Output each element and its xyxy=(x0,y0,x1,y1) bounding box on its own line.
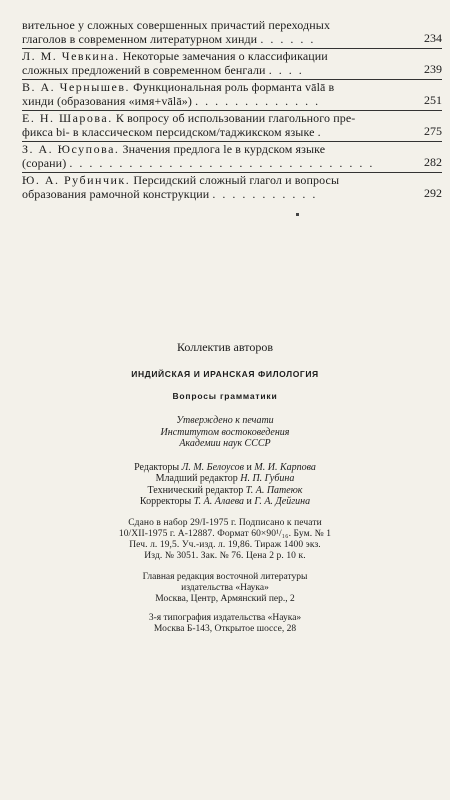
printer-info xyxy=(0,613,450,635)
printer-line: 3-я типография издательства «Наука» xyxy=(148,612,302,623)
toc-entry-line: Значения предлога le в курдском языке xyxy=(122,142,326,156)
credit-name: Т. А. Алаева xyxy=(193,496,245,507)
publisher-line: Главная редакция восточной литературы xyxy=(142,571,308,582)
publisher-line: Москва, Центр, Армянский пер., 2 xyxy=(155,593,295,604)
toc-dots: . . . . xyxy=(268,62,304,77)
publisher-line: издательства «Наука» xyxy=(181,582,269,593)
toc-entry-line: сложных предложений в современном бенгали xyxy=(22,62,266,77)
spec-line: Печ. л. 19,5. Уч.-изд. л. 19,86. Тираж 1400 экз. xyxy=(129,539,321,550)
printer-line: Москва Б-143, Открытое шоссе, 28 xyxy=(153,623,297,634)
toc-dots: . . . . . . . . . . . . . . . . . . . . . . . . . . . . . . . xyxy=(69,155,375,170)
credit-name: Т. А. Патеюк xyxy=(245,484,303,496)
toc-dots: . . . . . . . . . . . . . xyxy=(195,93,321,108)
credit-label: Технический редактор xyxy=(147,484,244,496)
toc-page-number: 292 xyxy=(424,185,442,200)
toc-entry-line: Персидский сложный глагол и вопросы xyxy=(133,173,340,187)
book-subtitle: Вопросы грамматики xyxy=(172,391,278,401)
credit-conjunction: и xyxy=(246,496,252,507)
toc-entry-line: вительное у сложных совершенных причастий переходных xyxy=(22,18,331,32)
print-speck xyxy=(296,213,299,216)
toc-entry xyxy=(22,142,442,173)
book-title: ИНДИЙСКАЯ И ИРАНСКАЯ ФИЛОЛОГИЯ xyxy=(131,369,319,379)
toc-author: В. А. Чернышев. xyxy=(22,80,131,94)
toc-author: Е. Н. Шарова. xyxy=(22,111,113,125)
toc-dots: . . . . . . xyxy=(260,31,316,46)
colophon xyxy=(0,340,450,635)
toc-author: Л. М. Чевкина. xyxy=(22,49,120,63)
toc-entry-line: Некоторые замечания о классификации xyxy=(122,49,328,63)
toc-author: З. А. Юсупова. xyxy=(22,142,120,156)
spec-line: 10/XII-1975 г. А-12887. Формат 60×90¹/₁₆. Бум. № 1 xyxy=(118,528,332,539)
toc-author: Ю. А. Рубинчик. xyxy=(22,173,131,187)
credit-label: Редакторы xyxy=(134,461,180,473)
toc-page-number: 234 xyxy=(424,30,442,45)
credit-name: М. И. Карпова xyxy=(254,461,316,473)
credit-label: Корректоры xyxy=(139,496,192,507)
publisher-info xyxy=(0,572,450,605)
toc-dots: . . . . . . . . . . . xyxy=(212,186,318,201)
toc-page-number: 275 xyxy=(424,123,442,138)
approval-line: Утверждено к печати xyxy=(176,415,274,426)
credit-conjunction: и xyxy=(246,461,252,473)
collective-authors: Коллектив авторов xyxy=(177,340,273,354)
toc-page-number: 251 xyxy=(424,92,442,107)
toc-entry-line: образования рамочной конструкции xyxy=(22,186,210,201)
toc-entry-line: К вопросу об использовании глагольного пре- xyxy=(115,111,356,125)
toc-entry xyxy=(22,111,442,142)
approval-note xyxy=(0,415,450,450)
toc-dots: . xyxy=(317,124,323,139)
toc-entry xyxy=(22,80,442,111)
toc-entry xyxy=(22,49,442,80)
credit-name: Н. П. Губина xyxy=(240,473,295,484)
table-of-contents xyxy=(22,18,442,203)
approval-line: Институтом востоковедения xyxy=(160,426,290,438)
approval-line: Академии наук СССР xyxy=(179,438,271,449)
editorial-credits xyxy=(0,462,450,508)
toc-entry-line: хинди (образования «имя+vālā») xyxy=(22,93,192,108)
toc-entry-line: фикса bi- в классическом персидском/таджикском языке xyxy=(22,124,315,139)
print-specifications xyxy=(0,518,450,562)
toc-page-number: 239 xyxy=(424,61,442,76)
toc-entry xyxy=(22,18,442,49)
toc-entry-line: (сорани) xyxy=(22,155,67,170)
toc-entry-line: Функциональная роль форманта vālā в xyxy=(133,80,335,94)
toc-entry xyxy=(22,173,442,203)
credit-name: Г. А. Дейгина xyxy=(254,496,311,507)
toc-page-number: 282 xyxy=(424,154,442,169)
spec-line: Изд. № 3051. Зак. № 76. Цена 2 р. 10 к. xyxy=(144,550,306,561)
credit-label: Младший редактор xyxy=(155,473,238,484)
credit-name: Л. М. Белоусов xyxy=(181,461,245,473)
spec-line: Сдано в набор 29/I-1975 г. Подписано к печати xyxy=(128,517,322,528)
toc-entry-line: глаголов в современном литературном хинди xyxy=(22,31,258,46)
